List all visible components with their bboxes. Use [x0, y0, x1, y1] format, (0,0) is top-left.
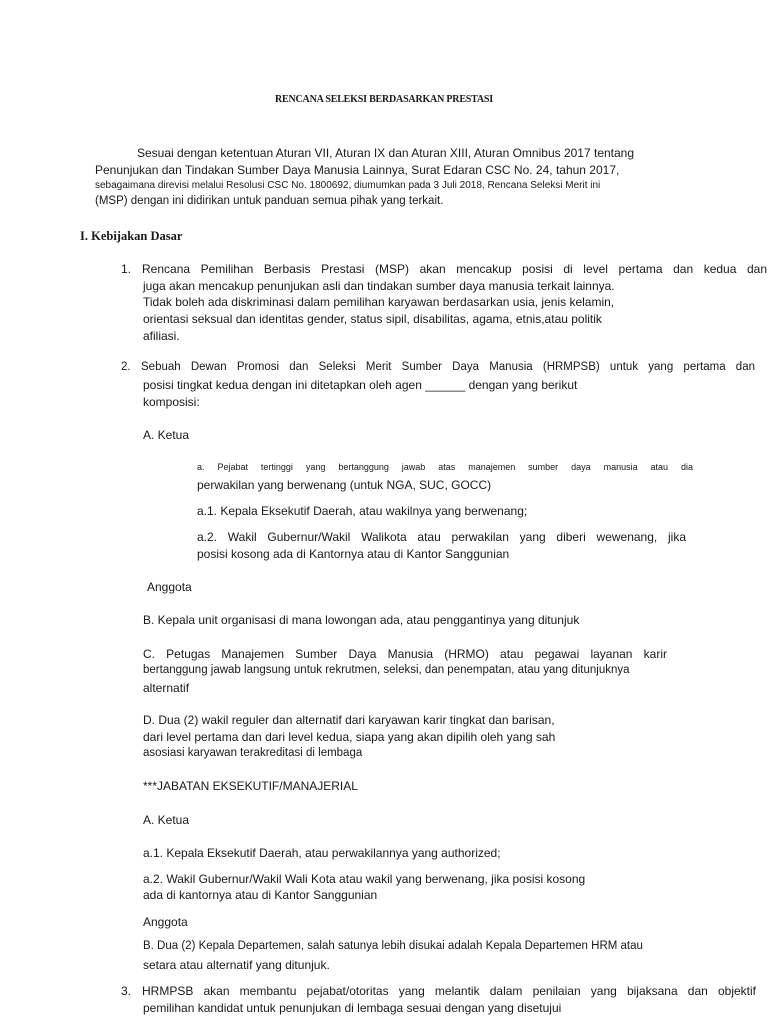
exec-heading: ***JABATAN EKSEKUTIF/MANAJERIAL	[143, 779, 358, 793]
sub-a-line-1: a. Pejabat tertinggi yang bertanggung jawab atas manajemen sumber daya manusia atau dia	[197, 462, 693, 472]
sub-a2-line-2: posisi kosong ada di Kantornya atau di Kantor Sanggunian	[197, 547, 510, 561]
section-heading: I. Kebijakan Dasar	[80, 229, 183, 243]
item-1-line-5: afiliasi.	[143, 329, 180, 343]
intro-line-4: (MSP) dengan ini didirikan untuk panduan semua pihak yang terkait.	[95, 195, 444, 207]
item-b: B. Kepala unit organisasi di mana lowongan ada, atau penggantinya yang ditunjuk	[143, 613, 580, 627]
item-1-number: 1.	[121, 262, 132, 276]
exec-a2-line-1: a.2. Wakil Gubernur/Wakil Wali Kota atau wakil yang berwenang, jika posisi kosong	[143, 872, 586, 886]
item-c-line-2: bertanggung jawab langsung untuk rekrutmen, seleksi, dan penempatan, atau yang ditunjuknya	[143, 664, 630, 676]
intro-line-2: Penunjukan dan Tindakan Sumber Daya Manusia Lainnya, Surat Edaran CSC No. 24, tahun 2017,	[95, 163, 620, 177]
sub-a-line-2: perwakilan yang berwenang (untuk NGA, SUC, GOCC)	[197, 478, 492, 492]
item-2-number: 2.	[121, 361, 131, 373]
sub-a2-line-1: a.2. Wakil Gubernur/Wakil Walikota atau perwakilan yang diberi wewenang, jika	[197, 530, 686, 544]
item-c-line-3: alternatif	[143, 681, 190, 695]
item-2-line-2: posisi tingkat kedua dengan ini ditetapkan oleh agen ______ dengan yang berikut	[143, 378, 578, 392]
item-1-line-3: Tidak boleh ada diskriminasi dalam pemilihan karyawan berdasarkan usia, jenis kelamin,	[143, 295, 615, 309]
exec-b-line-1: B. Dua (2) Kepala Departemen, salah satunya lebih disukai adalah Kepala Departemen HRM atau	[143, 940, 643, 952]
item-d-line-3: asosiasi karyawan terakreditasi di lembaga	[143, 747, 363, 759]
exec-a1: a.1. Kepala Eksekutif Daerah, atau perwakilannya yang authorized;	[143, 846, 501, 860]
item-1-line-1: Rencana Pemilihan Berbasis Prestasi (MSP) akan mencakup posisi di level pertama dan kedua dan	[142, 262, 767, 276]
exec-b-line-2: setara atau alternatif yang ditunjuk.	[143, 958, 330, 972]
item-3-number: 3.	[121, 984, 132, 998]
document-title: RENCANA SELEKSI BERDASARKAN PRESTASI	[275, 94, 493, 105]
item-c-line-1: C. Petugas Manajemen Sumber Daya Manusia (HRMO) atau pegawai layanan karir	[143, 647, 667, 661]
item-d-line-2: dari level pertama dan dari level kedua, siapa yang akan dipilih oleh yang sah	[143, 730, 556, 744]
item-1-line-4: orientasi seksual dan identitas gender, status sipil, disabilitas, agama, etnis,atau politik	[143, 312, 602, 326]
exec-a2-line-2: ada di kantornya atau di Kantor Sanggunian	[143, 888, 378, 902]
item-1-line-2: juga akan mencakup penunjukan asli dan tindakan sumber daya manusia terkait lainnya.	[143, 279, 615, 293]
ketua-heading-a: A. Ketua	[143, 428, 190, 442]
item-2-line-1: Sebuah Dewan Promosi dan Seleksi Merit Sumber Daya Manusia (HRMPSB) untuk yang pertama dan	[141, 361, 755, 373]
item-3-line-2: pemilihan kandidat untuk penunjukan di lembaga sesuai dengan yang disetujui	[143, 1001, 562, 1015]
ketua-heading-b: A. Ketua	[143, 813, 190, 827]
intro-line-1: Sesuai dengan ketentuan Aturan VII, Aturan IX dan Aturan XIII, Aturan Omnibus 2017 tentang	[137, 146, 635, 160]
anggota-label-1: Anggota	[147, 580, 192, 594]
item-2-line-3: komposisi:	[143, 395, 200, 409]
anggota-label-2: Anggota	[143, 915, 188, 929]
item-3-line-1: HRMPSB akan membantu pejabat/otoritas yang melantik dalam penilaian yang bijaksana dan objektif	[142, 984, 756, 998]
intro-line-3: sebagaimana direvisi melalui Resolusi CSC No. 1800692, diumumkan pada 3 Juli 2018, Rencana Seleksi Merit ini	[95, 180, 601, 191]
item-d-line-1: D. Dua (2) wakil reguler dan alternatif dari karyawan karir tingkat dan barisan,	[143, 713, 555, 727]
sub-a1: a.1. Kepala Eksekutif Daerah, atau wakilnya yang berwenang;	[197, 504, 528, 518]
